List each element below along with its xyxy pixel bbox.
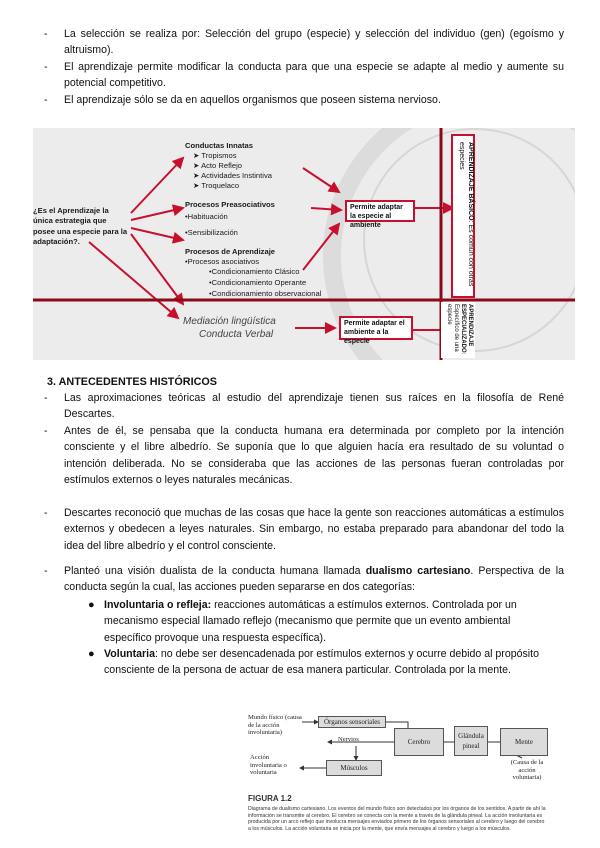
intro-item-3: El aprendizaje sólo se da en aquellos organismos que poseen sistema nervioso. [64, 94, 441, 106]
diagram-question: ¿Es el Aprendizaje la única estrategia que posee una especie para la adaptación?. [33, 206, 128, 247]
world-label: Mundo físico (causa de la acción involuntaria) [248, 714, 302, 737]
intro-item-1: La selección se realiza por: Selección del grupo (especie) y selección del individuo (gen) (egoísmo y altruismo). [64, 28, 564, 57]
sense-organs-box: Órganos sensoriales [318, 716, 386, 728]
mind-box: Mente [500, 728, 548, 756]
involuntary-bullet: Involuntaria o refleja: reacciones automáticas a estímulos externos. Controlada por un mecanismo especial llamado reflejo (mecanismo que permite que un evento ambiental específico provoque una respuesta específica). [104, 599, 517, 644]
bullet-dot: ● [88, 599, 95, 611]
preassoc-title: Procesos Preasociativos [185, 200, 275, 209]
innate-title: Conductas Innatas [185, 141, 253, 150]
preassoc-item: •Sensibilización [185, 228, 238, 237]
preassoc-item: •Habituación [185, 212, 228, 221]
history-item-4: Planteó una visión dualista de la conducta humana llamada dualismo cartesiano. Perspectiva de la conducta según la cual, las acciones pueden separarse en dos categorías: [64, 565, 564, 594]
action-label: Acción involuntaria o voluntaria [250, 754, 287, 777]
intro-item-2: El aprendizaje permite modificar la conducta para que una especie se adapte al medio y aumente su potencial competitivo. [64, 61, 564, 90]
adapt-environment-box: Permite adaptar el ambiente a la especie [339, 316, 413, 340]
list-dash: - [44, 28, 48, 40]
list-dash: - [44, 425, 48, 437]
specialized-learning-label: APRENDIZAJE ESPECIALIZADO: Específico de una especie [446, 304, 473, 355]
learning-title: Procesos de Aprendizaje [185, 247, 276, 256]
learning-diagram [33, 128, 575, 360]
brain-box: Cerebro [394, 728, 444, 756]
innate-item: ➤ Troquelaco [193, 181, 240, 190]
figure-caption: Diagrama de dualismo cartesiano. Los eventos del mundo físico son detectados por los órganos de los sentidos. A partir de ahí la información se transmite al cerebro. El cerebro se conecta con la mente a través de la glándula pineal. La acción involuntaria es producida por un arco reflejo que involucra mensajes enviados primero de los órganos sensoriales al cerebro y luego del cerebro a los músculos. La acción voluntaria se inicia por la mente, que envía mensajes al cerebro y luego a los músculos. [248, 806, 546, 832]
list-dash: - [44, 94, 48, 106]
adapt-species-box: Permite adaptar la especie al ambiente [345, 200, 415, 222]
specialized-learning-box [441, 302, 475, 358]
figure-label: FIGURA 1.2 [248, 794, 292, 803]
mind-cause-label: (Causa de la acción voluntaria) [510, 759, 544, 782]
learning-item: •Condicionamiento Operante [209, 278, 307, 287]
section-heading: 3. ANTECEDENTES HISTÓRICOS [47, 376, 217, 388]
list-dash: - [44, 61, 48, 73]
history-item-2: Antes de él, se pensaba que la conducta humana era determinada por completo por la intención consciente y el libre albedrío. Se suponía que lo que alguien hacía era resultado de su voluntad o intención deliberada. No se consideraba que las acciones de las personas fueran controladas por estímulos externos o leyes naturales mecánicas. [64, 425, 564, 487]
innate-item: ➤ Actividades Instintiva [193, 171, 272, 180]
muscles-box: Músculos [326, 760, 382, 776]
list-dash: - [44, 392, 48, 404]
learning-sub: •Procesos asociativos [185, 257, 259, 266]
history-item-3: Descartes reconoció que muchas de las cosas que hace la gente son reacciones automáticas a estímulos externos y obedecen a leyes naturales. Sin embargo, no estaba preparado para abandonar del todo la idea del libre albedrío y el control consciente. [64, 507, 564, 552]
cartesian-dualism-figure [248, 714, 548, 848]
learning-item: •Condicionamiento observacional [209, 289, 322, 298]
pineal-box: Glándula pineal [454, 726, 488, 756]
innate-item: ➤ Tropismos [193, 151, 237, 160]
mediation-label: Mediación lingüística [183, 316, 276, 327]
list-dash: - [44, 507, 48, 519]
innate-item: ➤ Acto Reflejo [193, 161, 243, 170]
verbal-label: Conducta Verbal [199, 329, 274, 340]
nerves-label: Nervios [338, 736, 359, 743]
history-item-1: Las aproximaciones teóricas al estudio del aprendizaje tienen sus raíces en la filosofía de René Descartes. [64, 392, 564, 421]
basic-learning-box [451, 134, 475, 298]
learning-item: •Condicionamiento Clásico [209, 267, 300, 276]
basic-learning-label: APRENDIZAJE BÁSICO: Es común con otras especies [458, 142, 474, 287]
bullet-dot: ● [88, 648, 95, 660]
voluntary-bullet: Voluntaria: no debe ser desencadenada por estímulos externos y ocurre debido al propósito consciente de la persona de actuar de esa manera particular. Controlada por la mente. [104, 648, 539, 677]
list-dash: - [44, 565, 48, 577]
